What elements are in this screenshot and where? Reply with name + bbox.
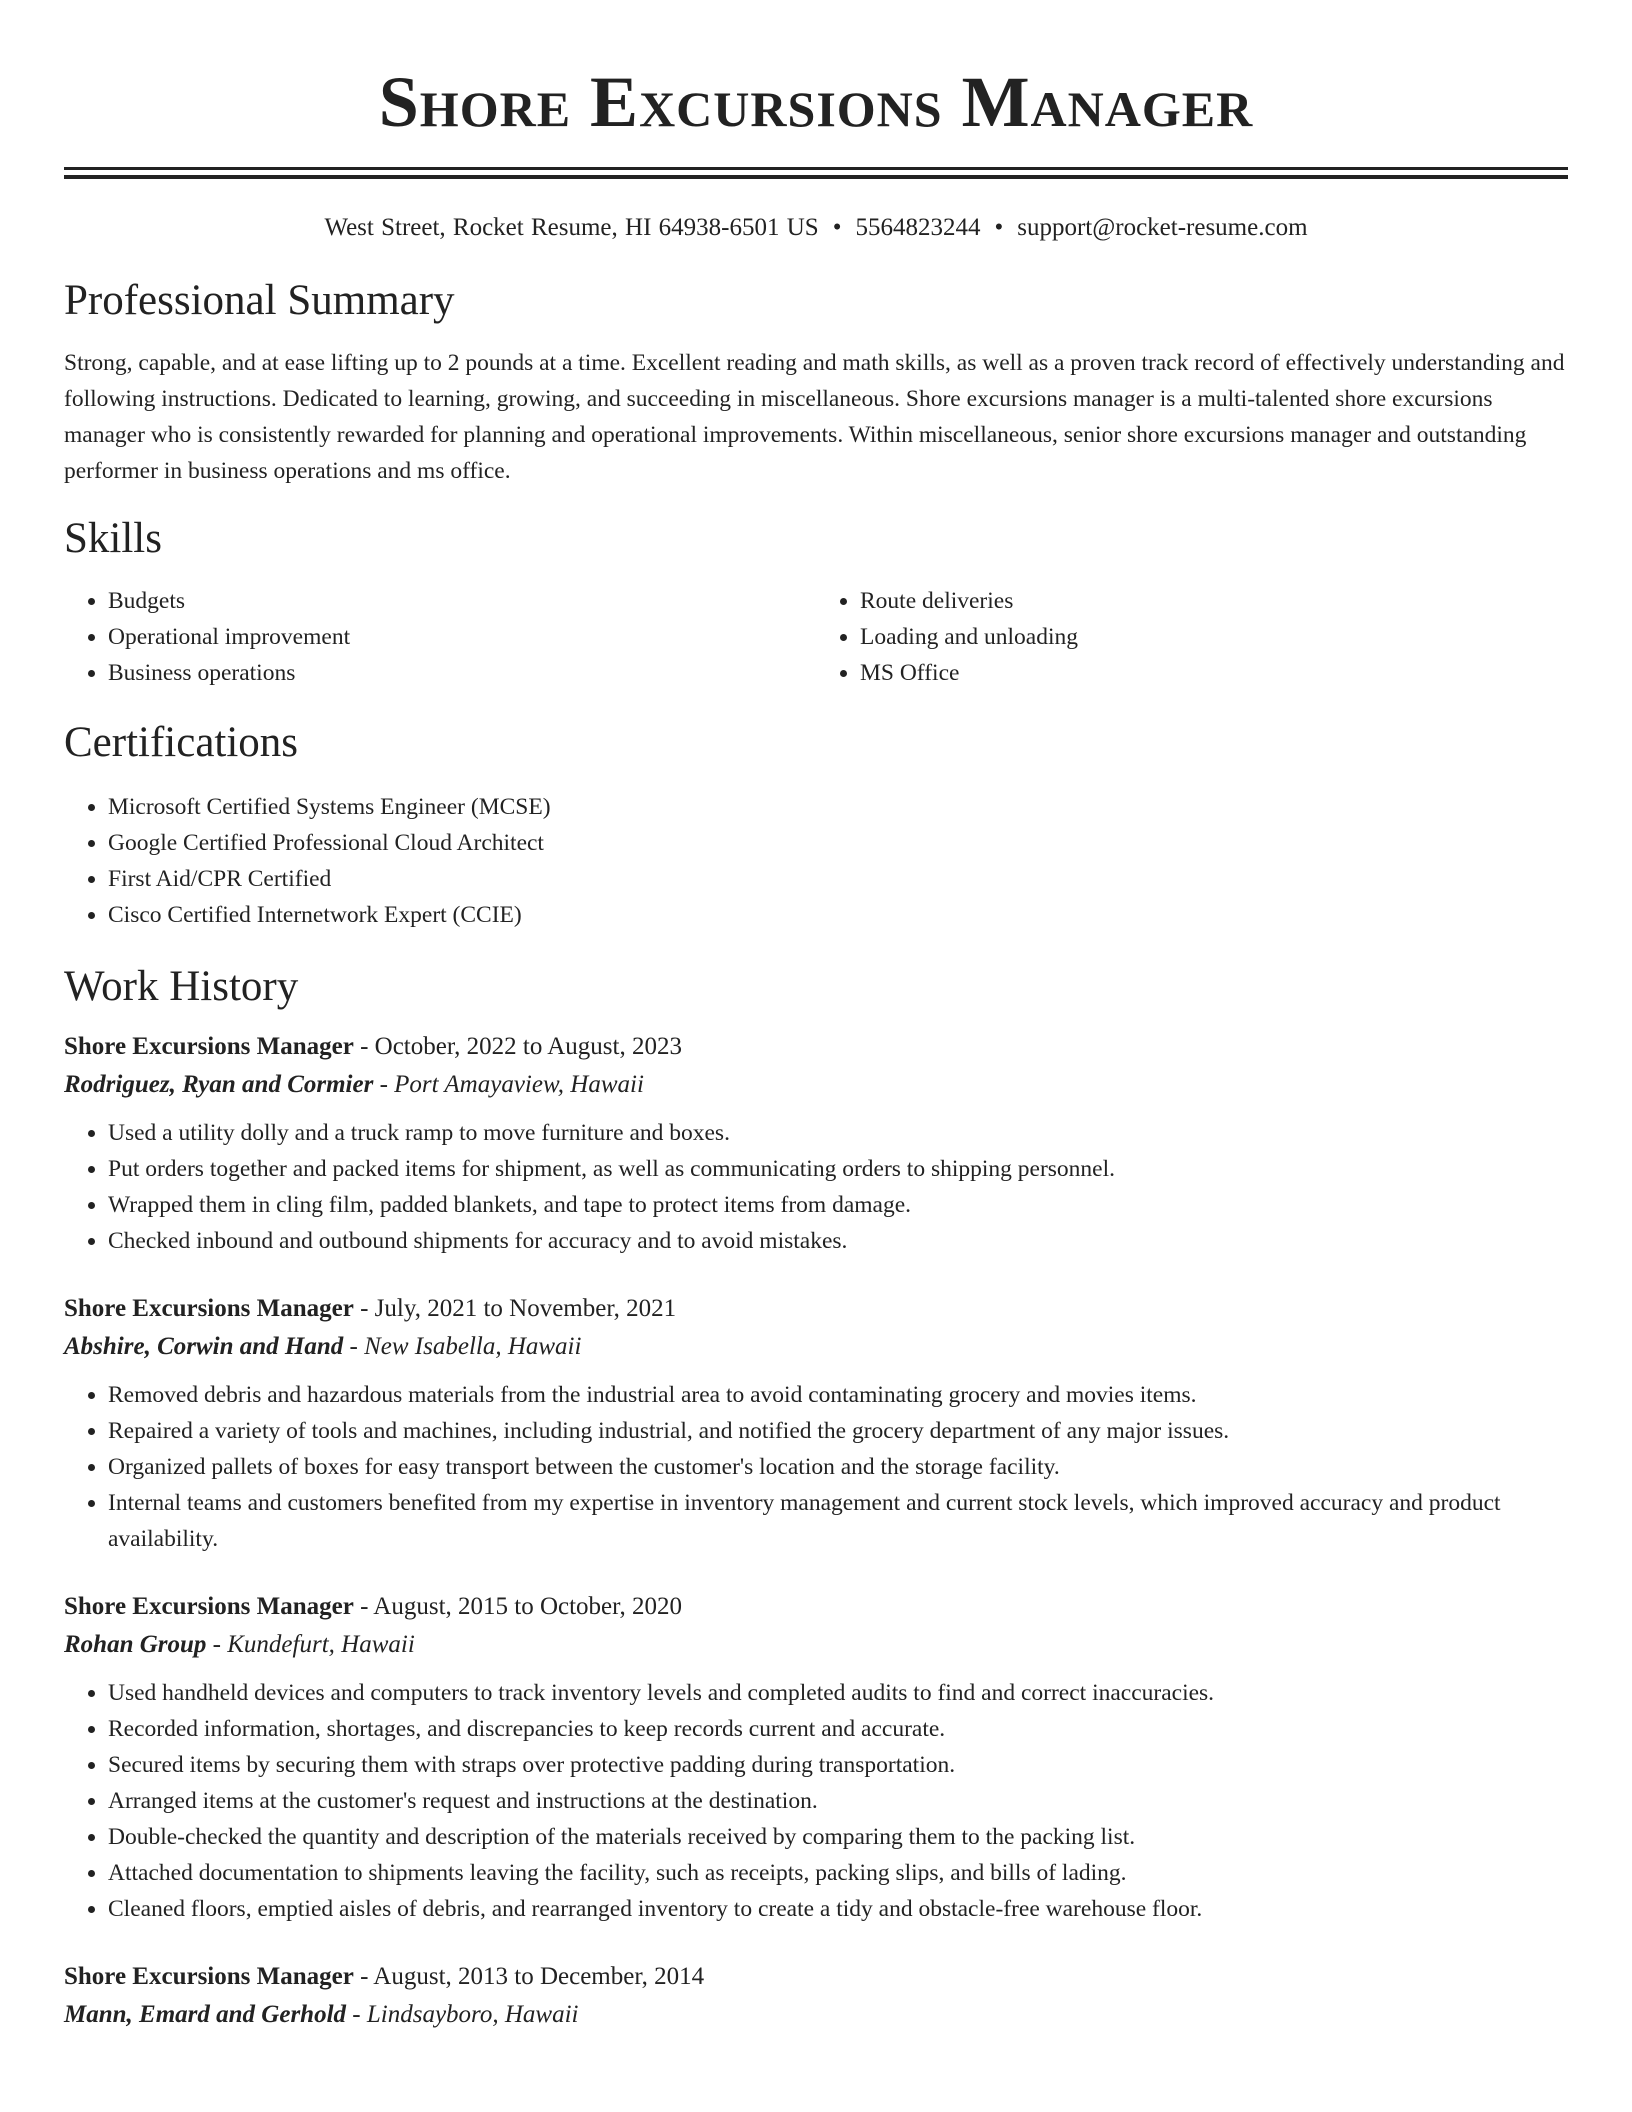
job-company-line: Abshire, Corwin and Hand - New Isabella, Hawaii [64, 1333, 582, 1360]
job-title: Shore Excursions Manager [64, 1963, 354, 1990]
job-bullet: • Removed debris and hazardous materials from the industrial area to avoid contaminating grocery and movies items. [108, 1377, 1568, 1413]
resume-page [64, 0, 1568, 2035]
skill-item: • Route deliveries [860, 583, 1568, 619]
job-location: New Isabella, Hawaii [364, 1333, 582, 1360]
job-dates: July, 2021 to November, 2021 [374, 1295, 677, 1322]
job-company-line: Mann, Emard and Gerhold - Lindsayboro, Hawaii [64, 2001, 579, 2028]
job-title-line: Shore Excursions Manager - August, 2015 to October, 2020 [64, 1593, 682, 1620]
job-title: Shore Excursions Manager [64, 1593, 354, 1620]
skill-item: • Business operations [108, 655, 816, 691]
job-company: Abshire, Corwin and Hand [64, 1333, 344, 1360]
skills-heading: Skills [64, 515, 162, 562]
job-company-line: Rodriguez, Ryan and Cormier - Port Amayaview, Hawaii [64, 1071, 644, 1098]
job-bullet: • Wrapped them in cling film, padded blankets, and tape to protect items from damage. [108, 1187, 1568, 1223]
skill-item: • Operational improvement [108, 619, 816, 655]
certifications-heading: Certifications [64, 719, 299, 766]
skill-item: • Loading and unloading [860, 619, 1568, 655]
resume-title: Shore Excursions Manager [378, 62, 1254, 142]
job-bullet: • Cleaned floors, emptied aisles of debris, and rearranged inventory to create a tidy and obstacle-free warehouse floor. [108, 1891, 1568, 1927]
job-title: Shore Excursions Manager [64, 1033, 354, 1060]
job-location: Port Amayaview, Hawaii [394, 1071, 644, 1098]
summary-heading: Professional Summary [64, 277, 455, 324]
job-location: Kundefurt, Hawaii [227, 1631, 415, 1658]
job-bullet: • Used handheld devices and computers to track inventory levels and completed audits to find and correct inaccuracies. [108, 1675, 1568, 1711]
skills-columns [64, 583, 1568, 691]
job-company: Rohan Group [64, 1631, 207, 1658]
job-bullet: • Used a utility dolly and a truck ramp to move furniture and boxes. [108, 1115, 1568, 1151]
contact-email: support@rocket-resume.com [1017, 214, 1308, 241]
contact-phone: 5564823244 [855, 214, 981, 241]
job-title-line: Shore Excursions Manager - August, 2013 to December, 2014 [64, 1963, 705, 1990]
job-bullet: • Secured items by securing them with straps over protective padding during transportation. [108, 1747, 1568, 1783]
job-bullet: • Recorded information, shortages, and discrepancies to keep records current and accurate. [108, 1711, 1568, 1747]
job-dates: October, 2022 to August, 2023 [374, 1033, 682, 1060]
skill-item: • MS Office [860, 655, 1568, 691]
job-bullet: • Arranged items at the customer's request and instructions at the destination. [108, 1783, 1568, 1819]
certification-item: • First Aid/CPR Certified [108, 861, 1568, 897]
contact-separator: • [994, 214, 1004, 241]
job-bullet: • Repaired a variety of tools and machines, including industrial, and notified the grocery department of any major issues. [108, 1413, 1568, 1449]
contact-separator: • [832, 214, 842, 241]
job-dates: August, 2013 to December, 2014 [373, 1963, 705, 1990]
job-location: Lindsayboro, Hawaii [366, 2001, 579, 2028]
job-bullet: • Organized pallets of boxes for easy transport between the customer's location and the storage facility. [108, 1449, 1568, 1485]
job-bullet: • Put orders together and packed items for shipment, as well as communicating orders to shipping personnel. [108, 1151, 1568, 1187]
certification-item: • Microsoft Certified Systems Engineer (MCSE) [108, 789, 1568, 825]
contact-line [64, 211, 1568, 245]
summary-text: Strong, capable, and at ease lifting up to 2 pounds at a time. Excellent reading and math skills, as well as a proven track record of effectively understanding and following instructions. Dedicated to learning, growing, and succeeding in miscellaneous. Shore excursions manager is a multi-talented shore excursions manager who is consistently rewarded for planning and operational improvements. Within miscellaneous, senior shore excursions manager and outstanding performer in business operations and ms office. [64, 350, 1565, 484]
job-company-line: Rohan Group - Kundefurt, Hawaii [64, 1631, 415, 1658]
job-dates: August, 2015 to October, 2020 [373, 1593, 682, 1620]
job-title: Shore Excursions Manager [64, 1295, 354, 1322]
job-bullets [64, 1377, 1568, 1557]
job-bullet: • Double-checked the quantity and description of the materials received by comparing them to the packing list. [108, 1819, 1568, 1855]
skills-list-left [64, 583, 816, 691]
job-title-line: Shore Excursions Manager - October, 2022 to August, 2023 [64, 1033, 682, 1060]
job-bullets [64, 1675, 1568, 1927]
job-bullet: • Attached documentation to shipments leaving the facility, such as receipts, packing slips, and bills of lading. [108, 1855, 1568, 1891]
job-entry [64, 1291, 1568, 1557]
job-bullet: • Internal teams and customers benefited from my expertise in inventory management and current stock levels, which improved accuracy and product availability. [108, 1485, 1568, 1557]
job-entry [64, 1589, 1568, 1927]
title-divider [64, 167, 1568, 179]
certifications-list [64, 789, 1568, 933]
skills-list-right [816, 583, 1568, 691]
job-bullet: • Checked inbound and outbound shipments for accuracy and to avoid mistakes. [108, 1223, 1568, 1259]
certification-item: • Google Certified Professional Cloud Architect [108, 825, 1568, 861]
job-title-line: Shore Excursions Manager - July, 2021 to November, 2021 [64, 1295, 677, 1322]
skill-item: • Budgets [108, 583, 816, 619]
job-bullets [64, 1115, 1568, 1259]
certification-item: • Cisco Certified Internetwork Expert (CCIE) [108, 897, 1568, 933]
job-entry [64, 1029, 1568, 1259]
contact-address: West Street, Rocket Resume, HI 64938-6501 US [324, 214, 819, 241]
job-company: Mann, Emard and Gerhold [64, 2001, 347, 2028]
work-history-heading: Work History [64, 963, 299, 1010]
job-company: Rodriguez, Ryan and Cormier [64, 1071, 374, 1098]
job-entry [64, 1959, 1568, 2035]
